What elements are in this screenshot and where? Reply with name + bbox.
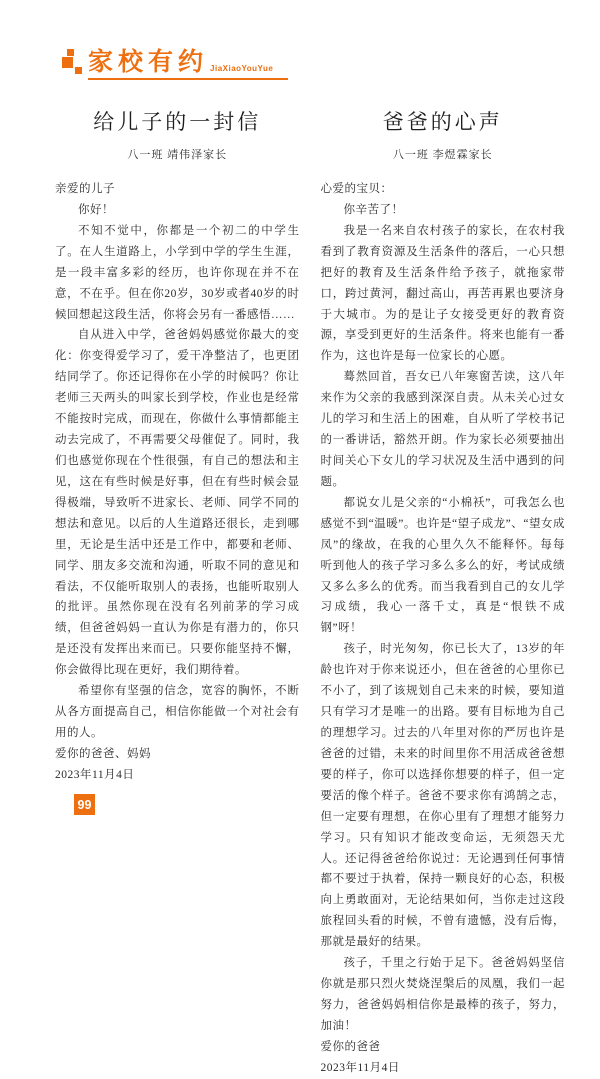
page-number-badge: 99	[74, 794, 95, 815]
article-title: 给儿子的一封信	[93, 110, 262, 134]
paragraph: 你辛苦了！	[343, 203, 404, 216]
paragraph: 自从进入中学，爸爸妈妈感觉你最大的变化：你变得爱学习了，爱干净整洁了，也更团结同学了。你还记得你在小学的时候吗？你让老师三天两头的叫家长到学校，作业也是经常不能按时完成，而现在，你做什么事情都能主动去完成了，不再需要父母催促了。同时，我们也感觉你现在个性很强，有自己的想法和主见，这在有些时候是好事，但在有些时候会显得极端，导致听不进家长、老师、同学不同的想法和意见。以后的人生道路还很长，走到哪里，无论是生活中还是工作中，都要和老师、同学、朋友多交流和沟通，听取不同的意见和看法，不仅能听取别人的表扬，也能听取别人的批评。虽然你现在没有名列前茅的学习成绩，但爸爸妈妈一直认为你是有潜力的，你只是还没有发挥出来而已。只要你能坚持不懈，你会做得比现在更好，我们期待着。	[55, 329, 300, 677]
signature: 爱你的爸爸、妈妈	[55, 747, 151, 760]
article-byline: 八一班 靖伟泽家长	[127, 149, 228, 161]
brand-underline	[88, 78, 288, 80]
article-title: 爸爸的心声	[382, 110, 503, 134]
paragraph: 孩子，时光匆匆，你已长大了，13岁的年龄也许对于你来说还小，但在爸爸的心里你已不小了，到了该规划自己未来的时候，要知道只有学习才是唯一的出路。要有目标地为自己的理想学习。过去的八年里对你的严厉也许是爸爸的过错，未来的时间里你不用活成爸爸想要的样子，你可以选择你想要的样子，但一定要活的像个样子。爸爸不要求你有鸿鹄之志，但一定要有理想，在你心里有了理想才能努力学习。只有知识才能改变命运，无须怨天尤人。还记得爸爸给你说过：无论遇到任何事情都不要过于执着，保持一颗良好的心态，积极向上勇敢面对，无论结果如何，当你走过这段旅程回头看的时候，不曾有遗憾，没有后悔，那就是最好的结果。	[320, 643, 565, 949]
article-letter-to-son	[55, 96, 300, 1079]
paragraph: 蓦然回首，吾女已八年寒窗苦读，这八年来作为父亲的我感到深深自责。从未关心过女儿的学习和生活上的困难，自从听了学校书记的一番讲话，豁然开朗。作为家长必须要抽出时间关心下女儿的学习状况及生活中遇到的问题。	[320, 371, 565, 488]
page-header	[62, 48, 288, 80]
paragraph: 你好！	[78, 203, 114, 216]
article-fathers-voice	[321, 96, 566, 1079]
paragraph: 不知不觉中，你都是一个初二的中学生了。在人生道路上，小学到中学的学生生涯，是一段丰富多彩的经历，也许你现在并不在意，不在乎。但在你20岁，30岁或者40岁的时候回想起这段生活，你将会另有一番感悟……	[55, 224, 300, 321]
article-columns	[55, 96, 565, 1079]
article-byline: 八一班 李煜霖家长	[392, 149, 493, 161]
signature-date: 2023年11月4日	[55, 768, 135, 781]
paragraph: 我是一名来自农村孩子的家长，在农村我看到了教育资源及生活条件的落后，一心只想把好的教育及生活条件给予孩子，就拖家带口，跨过黄河，翻过高山，再苦再累也要济身于大城市。为的是让子女接受更好的教育资源，享受到更好的生活条件。将来也能有一番作为，这也许是每一位家长的心愿。	[320, 224, 565, 363]
brand-title: 家校有约	[88, 48, 209, 76]
brand-logo-icon	[62, 48, 83, 75]
salutation: 心爱的宝贝：	[320, 183, 393, 195]
signature: 爱你的爸爸	[320, 1040, 381, 1053]
paragraph: 都说女儿是父亲的“小棉袄”，可我怎么也感觉不到“温暖”。也许是“望子成龙”、“望女成凤”的缘故，在我的心里久久不能释怀。每每听到他人的孩子学习多么多么的好，考试成绩又多么多么的优秀。而当我看到自己的女儿学习成绩，我心一落千丈，真是“恨铁不成钢”呀！	[320, 496, 565, 635]
signature-date: 2023年11月4日	[320, 1061, 400, 1074]
paragraph: 希望你有坚强的信念，宽容的胸怀，不断从各方面提高自己，相信你能做一个对社会有用的人。	[55, 685, 300, 739]
article-body	[55, 179, 300, 786]
salutation: 亲爱的儿子	[55, 183, 115, 195]
brand-subtitle: JiaXiaoYouYue	[210, 64, 274, 73]
article-body	[321, 179, 566, 1079]
paragraph: 孩子，千里之行始于足下。爸爸妈妈坚信你就是那只烈火焚烧涅槃后的凤凰，我们一起努力，爸爸妈妈相信你是最棒的孩子，努力，加油！	[320, 957, 565, 1032]
